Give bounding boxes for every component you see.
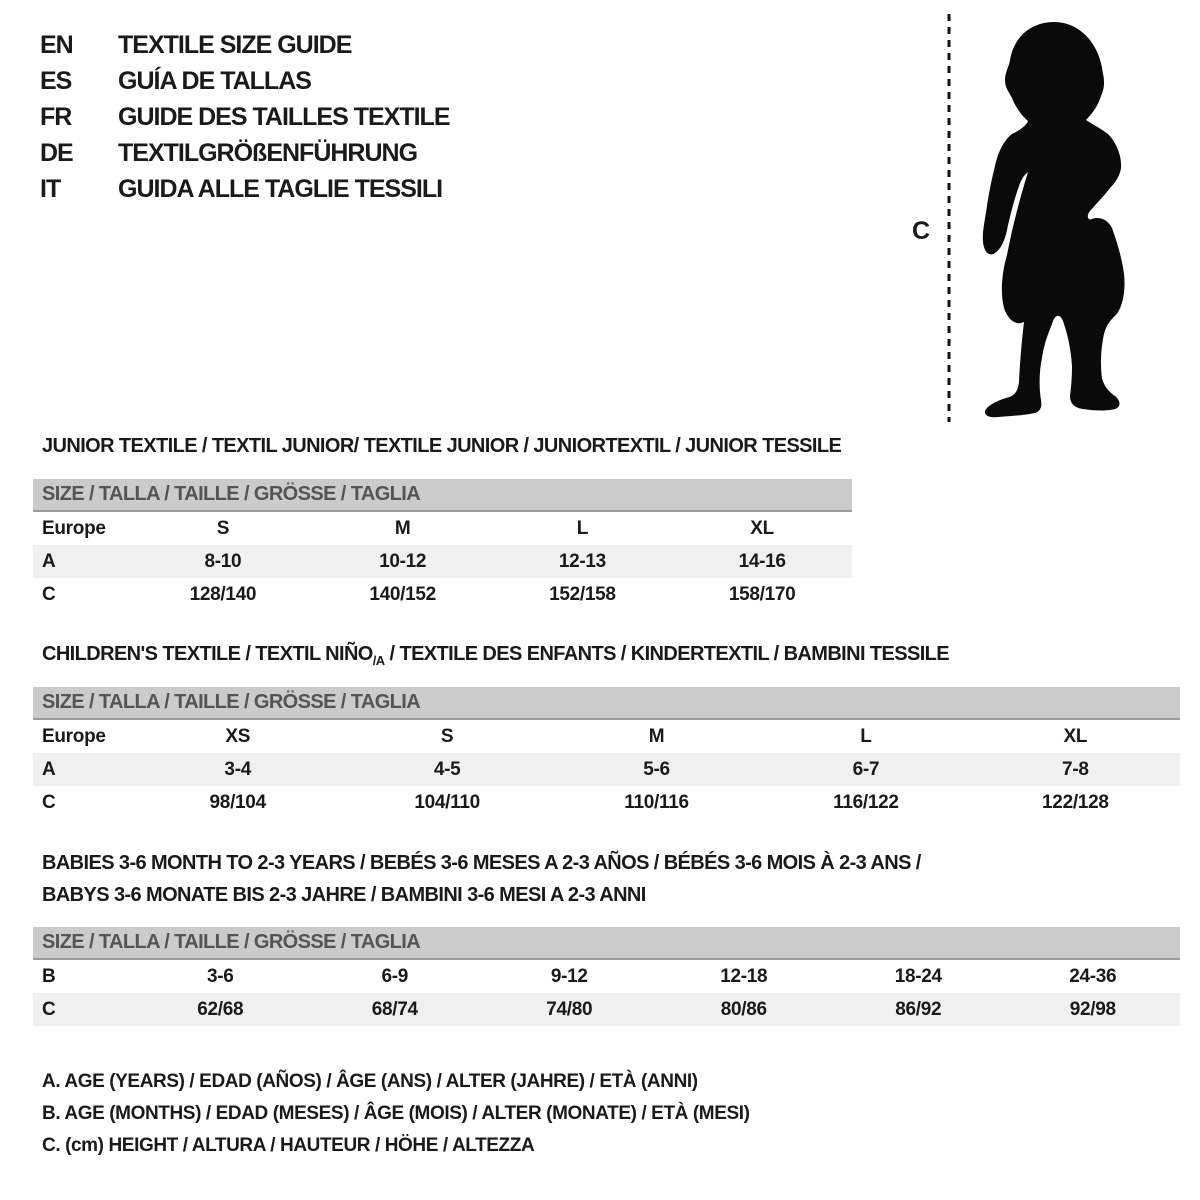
row-label: B	[42, 965, 56, 987]
children-title-pre: CHILDREN'S TEXTILE / TEXTIL NIÑO	[42, 643, 373, 665]
row-label: Europe	[42, 517, 106, 539]
size-cell: XL	[1063, 725, 1088, 747]
row-label: C	[42, 791, 56, 813]
lang-label-it: GUIDA ALLE TAGLIE TESSILI	[118, 174, 443, 203]
junior-row-age	[33, 545, 852, 578]
height-cell: 80/86	[720, 998, 767, 1020]
junior-row-europe	[33, 512, 852, 545]
lang-row-fr	[40, 99, 450, 135]
age-cell: 6-7	[852, 758, 880, 780]
children-title-sub: /A	[372, 653, 385, 668]
children-title-post: / TEXTILE DES ENFANTS / KINDERTEXTIL / BAMBINI TESSILE	[384, 643, 950, 665]
measurement-legend	[42, 1066, 750, 1162]
row-label: A	[42, 550, 56, 572]
height-cell: 110/116	[624, 791, 689, 813]
height-cell: 152/158	[549, 583, 616, 605]
months-cell: 24-36	[1069, 965, 1117, 987]
babies-section-title	[42, 847, 921, 911]
lang-row-de	[40, 135, 450, 171]
row-label: Europe	[42, 725, 106, 747]
row-label: C	[42, 583, 56, 605]
months-cell: 6-9	[381, 965, 409, 987]
size-cell: M	[648, 725, 665, 747]
children-section-title	[42, 643, 949, 668]
size-cell: L	[576, 517, 589, 539]
height-cell: 98/104	[209, 791, 266, 813]
lang-label-en: TEXTILE SIZE GUIDE	[118, 30, 352, 59]
age-cell: 4-5	[433, 758, 461, 780]
height-cell: 62/68	[197, 998, 244, 1020]
height-cell: 68/74	[371, 998, 418, 1020]
months-cell: 12-18	[720, 965, 768, 987]
lang-code-es: ES	[40, 66, 72, 95]
junior-size-table	[33, 479, 852, 611]
height-cell: 116/122	[833, 791, 899, 813]
lang-label-de: TEXTILGRÖßENFÜHRUNG	[118, 138, 418, 167]
age-cell: 12-13	[558, 550, 606, 572]
months-cell: 9-12	[550, 965, 588, 987]
junior-section-title: JUNIOR TEXTILE / TEXTIL JUNIOR/ TEXTILE JUNIOR / JUNIORTEXTIL / JUNIOR TESSILE	[42, 435, 842, 457]
babies-title-line2: BABYS 3-6 MONATE BIS 2-3 JAHRE / BAMBINI 3-6 MESI A 2-3 ANNI	[42, 884, 646, 906]
row-label: C	[42, 998, 56, 1020]
row-label: A	[42, 758, 56, 780]
size-cell: XS	[225, 725, 251, 747]
lang-code-en: EN	[40, 30, 73, 59]
language-title-block	[40, 27, 450, 207]
lang-code-de: DE	[40, 138, 73, 167]
lang-label-es: GUÍA DE TALLAS	[118, 66, 311, 95]
children-row-age	[33, 753, 1180, 786]
lang-row-es	[40, 63, 450, 99]
height-cell: 92/98	[1069, 998, 1116, 1020]
size-cell: L	[860, 725, 872, 747]
babies-table-size-header: SIZE / TALLA / TAILLE / GRÖSSE / TAGLIA	[33, 927, 1180, 960]
junior-table-size-header: SIZE / TALLA / TAILLE / GRÖSSE / TAGLIA	[33, 479, 852, 512]
lang-row-it	[40, 171, 450, 207]
height-measure-line	[945, 12, 953, 424]
size-cell: S	[216, 517, 230, 539]
junior-row-height	[33, 578, 852, 611]
height-cell: 128/140	[189, 583, 257, 605]
height-cell: 104/110	[414, 791, 480, 813]
height-cell: 158/170	[728, 583, 796, 605]
age-cell: 14-16	[738, 550, 786, 572]
lang-code-it: IT	[40, 174, 61, 203]
toddler-silhouette-icon	[962, 20, 1147, 420]
height-cell: 140/152	[369, 583, 436, 605]
size-cell: XL	[750, 517, 774, 539]
babies-size-table	[33, 927, 1180, 1026]
babies-row-height	[33, 993, 1180, 1026]
size-cell: S	[440, 725, 454, 747]
age-cell: 7-8	[1062, 758, 1089, 780]
legend-age-months: B. AGE (MONTHS) / EDAD (MESES) / ÂGE (MOIS) / ALTER (MONATE) / ETÀ (MESI)	[42, 1103, 750, 1124]
legend-age-years: A. AGE (YEARS) / EDAD (AÑOS) / ÂGE (ANS) / ALTER (JAHRE) / ETÀ (ANNI)	[42, 1071, 698, 1092]
months-cell: 3-6	[206, 965, 234, 987]
height-measure-label: C	[912, 217, 931, 245]
babies-title-line1: BABIES 3-6 MONTH TO 2-3 YEARS / BEBÉS 3-6 MESES A 2-3 AÑOS / BÉBÉS 3-6 MOIS À 2-3 ANS /	[42, 852, 921, 874]
children-size-table	[33, 687, 1180, 819]
children-table-size-header: SIZE / TALLA / TAILLE / GRÖSSE / TAGLIA	[33, 687, 1180, 720]
legend-height-cm: C. (cm) HEIGHT / ALTURA / HAUTEUR / HÖHE / ALTEZZA	[42, 1135, 535, 1156]
children-row-europe	[33, 720, 1180, 753]
height-cell: 122/128	[1042, 791, 1109, 813]
height-cell: 74/80	[546, 998, 593, 1020]
babies-row-months	[33, 960, 1180, 993]
age-cell: 8-10	[204, 550, 242, 572]
size-cell: M	[394, 517, 411, 539]
height-cell: 86/92	[895, 998, 942, 1020]
lang-row-en	[40, 27, 450, 63]
lang-label-fr: GUIDE DES TAILLES TEXTILE	[118, 102, 450, 131]
age-cell: 10-12	[379, 550, 427, 572]
age-cell: 5-6	[643, 758, 670, 780]
age-cell: 3-4	[224, 758, 251, 780]
lang-code-fr: FR	[40, 102, 72, 131]
months-cell: 18-24	[894, 965, 942, 987]
children-row-height	[33, 786, 1180, 819]
